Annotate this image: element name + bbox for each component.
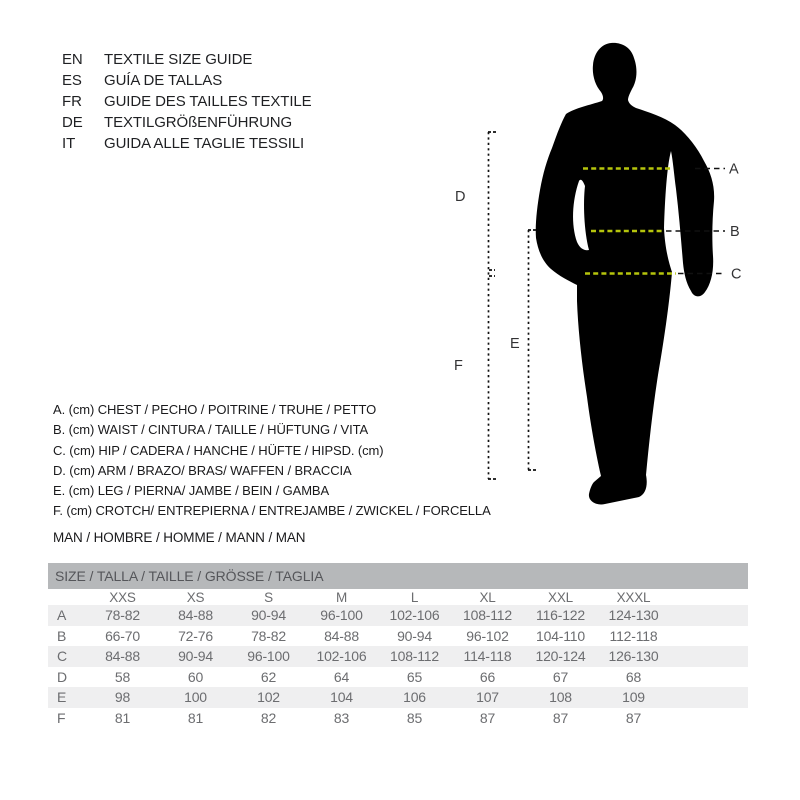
table-row-hip [48, 646, 748, 667]
table-cell: 120-124 [535, 648, 586, 665]
lang-code: IT [62, 135, 76, 152]
table-cell: 62 [260, 668, 277, 685]
table-cell: 87 [552, 709, 569, 726]
table-cell: 108 [549, 689, 572, 706]
table-cell: 98 [114, 689, 131, 706]
table-cell: 90-94 [397, 627, 432, 644]
table-cell: 67 [552, 668, 569, 685]
size-table-title: SIZE / TALLA / TAILLE / GRÖSSE / TAGLIA [48, 563, 748, 589]
table-row-crotch [48, 708, 748, 729]
table-cell: 58 [114, 668, 131, 685]
measurement-legend [53, 400, 491, 522]
table-cell: 126-130 [608, 648, 659, 665]
lang-code: EN [62, 51, 83, 68]
header-size-xl: XL [479, 589, 496, 605]
legend-chest: A. (cm) CHEST / PECHO / POITRINE / TRUHE / PETTO [53, 402, 377, 417]
lang-title: GUÍA DE TALLAS [104, 72, 223, 89]
table-cell: 84-88 [324, 627, 359, 644]
table-row-leg [48, 687, 748, 708]
lang-code: FR [62, 93, 82, 110]
row-label: F [57, 709, 66, 726]
table-cell: 66 [479, 668, 496, 685]
man-silhouette-body [536, 43, 714, 505]
table-cell: 124-130 [608, 607, 659, 624]
header-size-l: L [410, 589, 419, 605]
table-row-arm [48, 667, 748, 688]
legend-waist: B. (cm) WAIST / CINTURA / TAILLE / HÜFTUNG / VITA [53, 422, 369, 438]
table-cell: 82 [260, 709, 277, 726]
table-cell: 102-106 [389, 607, 440, 624]
row-label: B [57, 627, 67, 644]
table-cell: 107 [476, 689, 499, 706]
category-man-label: MAN / HOMBRE / HOMME / MANN / MAN [53, 530, 306, 545]
header-size-xxxl: XXXL [616, 589, 651, 605]
chest-marker-label: A [729, 161, 739, 178]
table-cell: 78-82 [105, 607, 140, 624]
table-cell: 96-102 [466, 627, 509, 644]
table-cell: 87 [625, 709, 642, 726]
table-cell: 96-100 [247, 648, 290, 665]
size-table [48, 563, 748, 728]
man-silhouette [536, 43, 714, 505]
table-cell: 104 [330, 689, 353, 706]
table-cell: 83 [333, 709, 350, 726]
table-cell: 102 [257, 689, 280, 706]
lang-title: TEXTILE SIZE GUIDE [104, 51, 253, 68]
table-row-waist [48, 626, 748, 647]
header-size-m: M [335, 589, 348, 605]
arm-marker-label: D [455, 189, 466, 205]
size-table-header-row [48, 589, 748, 605]
row-label: D [57, 668, 67, 685]
table-cell: 72-76 [178, 627, 213, 644]
table-cell: 112-118 [609, 627, 658, 644]
table-cell: 108-112 [463, 607, 512, 624]
table-cell: 90-94 [178, 648, 213, 665]
lang-code: ES [62, 72, 82, 89]
header-size-xxl: XXL [548, 589, 573, 605]
crotch-marker-label: F [454, 358, 463, 374]
table-cell: 81 [187, 709, 204, 726]
table-cell: 90-94 [251, 607, 286, 624]
waist-marker-label: B [730, 224, 740, 240]
table-cell: 66-70 [105, 627, 140, 644]
table-row-chest [48, 605, 748, 626]
row-label: A [57, 607, 67, 624]
table-cell: 84-88 [105, 648, 140, 665]
row-label: C [57, 648, 67, 665]
table-cell: 60 [187, 668, 204, 685]
table-cell: 64 [333, 668, 350, 685]
hip-marker-label: C [731, 266, 742, 283]
legend-hip: C. (cm) HIP / CADERA / HANCHE / HÜFTE / HIPSD. (cm) [53, 442, 384, 458]
table-cell: 108-112 [390, 648, 439, 665]
table-cell: 116-122 [536, 607, 585, 624]
table-cell: 96-100 [320, 607, 363, 624]
table-cell: 78-82 [251, 627, 286, 644]
table-cell: 68 [625, 668, 642, 685]
table-cell: 104-110 [536, 627, 585, 644]
row-label: E [57, 689, 67, 706]
lang-title: GUIDA ALLE TAGLIE TESSILI [104, 135, 305, 152]
table-cell: 106 [403, 689, 426, 706]
table-cell: 65 [406, 668, 423, 685]
table-cell: 100 [184, 689, 207, 706]
legend-leg: E. (cm) LEG / PIERNA/ JAMBE / BEIN / GAMBA [53, 483, 330, 499]
legend-arm: D. (cm) ARM / BRAZO/ BRAS/ WAFFEN / BRACCIA [53, 462, 352, 478]
leg-marker-label: E [510, 336, 520, 352]
lang-title: GUIDE DES TAILLES TEXTILE [104, 93, 312, 110]
lang-code: DE [62, 114, 83, 131]
table-cell: 81 [114, 709, 131, 726]
lang-title: TEXTILGRÖßENFÜHRUNG [104, 114, 293, 131]
table-cell: 114-118 [463, 648, 512, 665]
table-cell: 85 [406, 709, 423, 726]
legend-crotch: F. (cm) CROTCH/ ENTREPIERNA / ENTREJAMBE / ZWICKEL / FORCELLA [53, 503, 491, 519]
header-size-xs: XS [186, 589, 205, 605]
table-cell: 102-106 [316, 648, 367, 665]
table-cell: 84-88 [178, 607, 213, 624]
table-cell: 87 [479, 709, 496, 726]
table-cell: 109 [622, 689, 645, 706]
header-size-s: S [264, 589, 273, 605]
header-size-xxs: XXS [109, 589, 136, 605]
